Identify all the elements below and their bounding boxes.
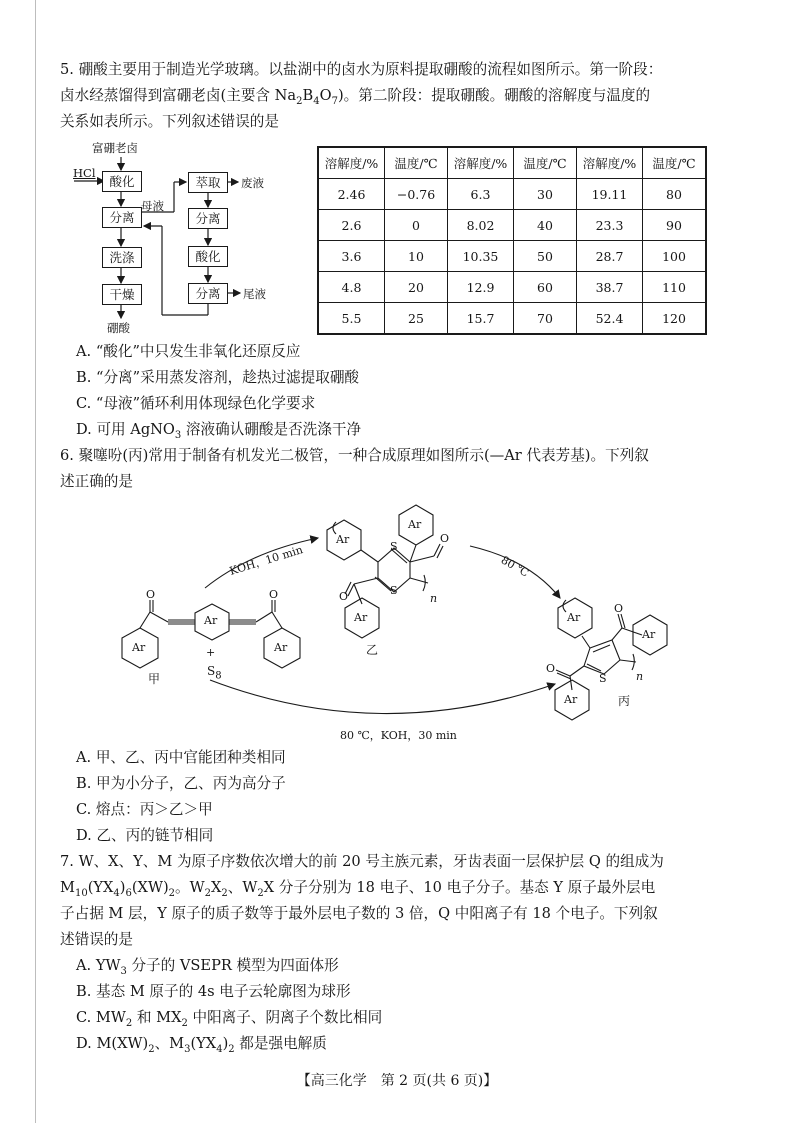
table-cell: 15.7 <box>448 303 514 335</box>
oxygen-label: O <box>546 662 556 675</box>
table-cell: 3.6 <box>318 241 385 272</box>
ar-label: Ar <box>274 641 288 654</box>
flow-hcl-label: HCl <box>73 166 96 180</box>
q7-option-c: C. $MW_2$ 和 $MX_2$ 中阳离子、阴离子个数比相同 <box>76 1009 383 1029</box>
condition-right: 80 ℃ <box>498 553 532 580</box>
label-yi: 乙 <box>366 643 379 657</box>
condition-bottom: 80 ℃，KOH，30 min <box>340 729 457 742</box>
table-header-cell: 温度/℃ <box>514 147 577 179</box>
table-cell: 110 <box>643 272 707 303</box>
table-cell: 120 <box>643 303 707 335</box>
q6-stem-line1: 6. 聚噻吩(丙)常用于制备有机发光二极管，一种合成原理如图所示(—Ar 代表芳基)。下列叙 <box>60 447 649 464</box>
table-cell: 100 <box>643 241 707 272</box>
flow-box-extract: 萃取 <box>188 172 228 193</box>
table-cell: 2.46 <box>318 179 385 210</box>
table-header-cell: 温度/℃ <box>643 147 707 179</box>
ar-label: Ar <box>204 614 218 627</box>
ar-label: Ar <box>354 611 368 624</box>
flow-box-dry: 干燥 <box>102 284 142 305</box>
flow-box-separate-2: 分离 <box>188 208 228 229</box>
table-cell: 70 <box>514 303 577 335</box>
q6-option-a: A. 甲、乙、丙中官能团种类相同 <box>76 749 286 766</box>
table-cell: 25 <box>385 303 448 335</box>
q7-option-d: D. $M(XW)_2$、$M_3(YX_4)_2$ 都是强电解质 <box>76 1035 327 1055</box>
table-cell: 0 <box>385 210 448 241</box>
label-jia: 甲 <box>148 672 161 686</box>
oxygen-label: O <box>339 590 349 603</box>
flow-box-separate-3: 分离 <box>188 283 228 304</box>
table-cell: 10.35 <box>448 241 514 272</box>
table-cell: 20 <box>385 272 448 303</box>
flow-waste-label: 废液 <box>241 176 264 190</box>
oxygen-label: O <box>614 602 624 615</box>
table-header-cell: 温度/℃ <box>385 147 448 179</box>
ar-label: Ar <box>564 693 578 706</box>
repeat-n-label: n <box>636 670 644 683</box>
ar-label: Ar <box>642 628 656 641</box>
q5-stem-line2: 卤水经蒸馏得到富硼老卤(主要含 $Na_2B_4O_7$)。第二阶段：提取硼酸。硼酸的溶解度与温度的 <box>60 87 651 107</box>
oxygen-label: O <box>440 532 450 545</box>
flow-mother-liquor-label: 母液 <box>141 199 164 213</box>
page-footer: 【高三化学 第 2 页(共 6 页)】 <box>296 1073 498 1089</box>
table-cell: 38.7 <box>577 272 643 303</box>
table-cell: 19.11 <box>577 179 643 210</box>
flow-box-acidify-2: 酸化 <box>188 246 228 267</box>
table-cell: 10 <box>385 241 448 272</box>
q6-option-c: C. 熔点：丙＞乙＞甲 <box>76 801 213 818</box>
sulfur-label: S <box>599 672 607 685</box>
q6-stem-line2: 述正确的是 <box>60 473 133 490</box>
table-header-cell: 溶解度/% <box>318 147 385 179</box>
oxygen-label: O <box>146 588 156 601</box>
arrow-bottom <box>210 680 555 714</box>
q7-option-b: B. 基态 M 原子的 4s 电子云轮廓图为球形 <box>76 983 351 1000</box>
flow-box-acidify-1: 酸化 <box>102 171 142 192</box>
table-cell: 4.8 <box>318 272 385 303</box>
repeat-n-label: n <box>430 592 438 605</box>
table-cell: 2.6 <box>318 210 385 241</box>
q5-option-a: A. “酸化”中只发生非氧化还原反应 <box>76 343 301 360</box>
q7-stem-line4: 述错误的是 <box>60 931 133 948</box>
table-cell: 80 <box>643 179 707 210</box>
ar-label: Ar <box>567 611 581 624</box>
ar-label: Ar <box>408 518 422 531</box>
table-cell: 30 <box>514 179 577 210</box>
table-cell: 90 <box>643 210 707 241</box>
table-cell: −0.76 <box>385 179 448 210</box>
q6-option-d: D. 乙、丙的链节相同 <box>76 827 214 844</box>
q5-stem-line3: 关系如表所示。下列叙述错误的是 <box>60 113 279 130</box>
q7-stem-line3: 子占据 M 层，Y 原子的质子数等于最外层电子数的 3 倍，Q 中阳离子有 18 个电子。下列叙 <box>60 905 658 922</box>
q5-option-d: D. 可用 AgNO$_3$ 溶液确认硼酸是否洗涤干净 <box>76 421 362 441</box>
flow-box-separate-1: 分离 <box>102 207 142 228</box>
ar-label: Ar <box>132 641 146 654</box>
q5-stem-line1: 5. 硼酸主要用于制造光学玻璃。以盐湖中的卤水为原料提取硼酸的流程如图所示。第一阶段： <box>60 61 663 78</box>
table-cell: 28.7 <box>577 241 643 272</box>
table-header-cell: 溶解度/% <box>577 147 643 179</box>
q7-stem-line2: $M_{10}(YX_4)_6(XW)_2$。$W_2X_2$、$W_2X$ 分子分别为 18 电子、10 电子分子。基态 Y 原子最外层电 <box>60 879 656 899</box>
condition-top: KOH，10 min <box>227 543 305 578</box>
bing-thiophene-ring <box>584 640 620 674</box>
flow-input-label: 富硼老卤 <box>92 141 138 155</box>
sulfur-label: S <box>390 540 398 553</box>
q5-option-c: C. “母液”循环利用体现绿色化学要求 <box>76 395 316 412</box>
table-cell: 50 <box>514 241 577 272</box>
sulfur-label: S <box>390 584 398 597</box>
s8-reagent: $S_8$ <box>207 664 222 682</box>
table-cell: 12.9 <box>448 272 514 303</box>
q7-option-a: A. $YW_3$ 分子的 VSEPR 模型为四面体形 <box>76 957 339 977</box>
ar-label: Ar <box>336 533 350 546</box>
flow-box-wash: 洗涤 <box>102 247 142 268</box>
table-cell: 8.02 <box>448 210 514 241</box>
table-header-cell: 溶解度/% <box>448 147 514 179</box>
table-cell: 23.3 <box>577 210 643 241</box>
q7-stem-line1: 7. W、X、Y、M 为原子序数依次增大的前 20 号主族元素，牙齿表面一层保护层 Q 的组成为 <box>60 853 664 870</box>
flow-output-label: 硼酸 <box>107 321 130 335</box>
oxygen-label: O <box>269 588 279 601</box>
flow-tail-label: 尾液 <box>243 287 266 301</box>
table-cell: 6.3 <box>448 179 514 210</box>
table-cell: 40 <box>514 210 577 241</box>
table-cell: 60 <box>514 272 577 303</box>
plus-sign: + <box>206 646 216 659</box>
label-bing: 丙 <box>618 694 631 708</box>
q5-option-b: B. “分离”采用蒸发溶剂，趁热过滤提取硼酸 <box>76 369 360 386</box>
table-cell: 52.4 <box>577 303 643 335</box>
q6-option-b: B. 甲为小分子，乙、丙为高分子 <box>76 775 286 792</box>
table-cell: 5.5 <box>318 303 385 335</box>
